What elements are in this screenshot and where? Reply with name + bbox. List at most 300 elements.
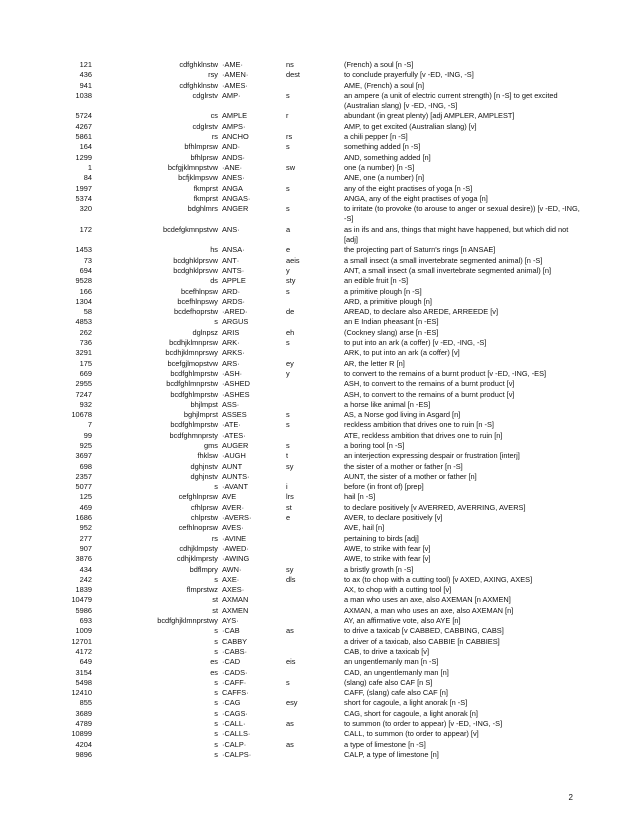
headword: AVES· [222, 523, 244, 533]
list-item [0, 122, 638, 132]
front-hook-letters: rsy [208, 70, 218, 80]
definition: AS, a Norse god living in Asgard [n] [344, 410, 461, 420]
entry-number: 4853 [75, 317, 92, 327]
definition: ARK, to put into an ark (a coffer) [v] [344, 348, 460, 358]
list-item [0, 668, 638, 678]
back-hooks: ey [286, 358, 294, 368]
entry-number: 5724 [75, 111, 92, 121]
entry-number: 694 [79, 265, 92, 275]
list-item [0, 369, 638, 379]
headword: ·CAD [222, 657, 241, 667]
entry-number: 172 [79, 224, 92, 234]
front-hook-letters: cdfghklnstw [179, 60, 218, 69]
headword: ANT· [222, 255, 240, 265]
front-hook-letters: bcdfghlmprstw [170, 368, 218, 378]
definition: to put into an ark (a coffer) [v -ED, -ING, -S] [344, 338, 487, 348]
back-hooks: s [286, 142, 290, 152]
definition: AMP, to get excited (Australian slang) [v] [344, 121, 477, 131]
headword: AUGER [222, 440, 249, 450]
definition: a driver of a taxicab, also CABBIE [n CABBIES] [344, 636, 500, 646]
definition: an ampere (a unit of electric current strength) [n -S] to get excited (Australian slang) [v -ED, -ING, -S] [344, 90, 558, 111]
front-hook-letters: s [214, 646, 218, 656]
headword: ANSA· [222, 245, 245, 255]
entry-number: 1304 [75, 296, 92, 306]
list-item [0, 153, 638, 163]
back-hooks: st [286, 502, 292, 512]
entry-number: 12410 [71, 688, 92, 698]
definition: CALP, a type of limestone [n] [344, 749, 439, 759]
definition: AME, (French) a soul [n] [344, 80, 425, 90]
entry-number: 1038 [75, 90, 92, 100]
definition: AUNT, the sister of a mother or father [n] [344, 471, 477, 481]
front-hook-letters: ds [210, 276, 218, 286]
headword: AXMEN [222, 605, 249, 615]
headword: ANES· [222, 173, 245, 183]
back-hooks: s [286, 183, 290, 193]
list-item [0, 317, 638, 327]
back-hooks: sy [286, 461, 294, 471]
definition: before (in front of) [prep] [344, 482, 424, 492]
list-item [0, 132, 638, 142]
headword: AUNTS· [222, 471, 250, 481]
back-hooks: eh [286, 327, 295, 337]
front-hook-letters: cs [210, 111, 218, 121]
list-item [0, 492, 638, 502]
front-hook-letters: fkmprst [193, 193, 218, 203]
front-hook-letters: bcdhjklmnprsw [169, 338, 218, 348]
list-item [0, 410, 638, 420]
definition: to conclude prayerfully [v -ED, -ING, -S] [344, 70, 474, 80]
back-hooks: de [286, 307, 295, 317]
entry-number: 7 [87, 420, 92, 430]
entry-number: 242 [79, 574, 92, 584]
definition: to summon (to order to appear) [v -ED, -ING, -S] [344, 719, 503, 728]
front-hook-letters: bfhlprsw [190, 152, 218, 162]
back-hooks: e [286, 513, 291, 523]
back-hooks: s [286, 440, 290, 450]
definition: ARD, a primitive plough [n] [344, 296, 432, 306]
list-item [0, 379, 638, 389]
front-hook-letters: bcefhlnpsw [181, 286, 218, 296]
front-hook-letters: es [210, 657, 218, 667]
front-hook-letters: bcfjklmpsvw [178, 173, 218, 183]
definition: AWE, to strike with fear [v] [344, 543, 431, 553]
entry-number: 1009 [75, 626, 92, 636]
front-hook-letters: cdhjklmprsty [176, 554, 218, 564]
entry-number: 4789 [75, 719, 92, 728]
front-hook-letters: bcdghklprsvw [173, 265, 218, 275]
entry-number: 3697 [75, 451, 92, 461]
front-hook-letters: dglnpsz [192, 327, 218, 337]
entry-number: 5986 [75, 605, 92, 615]
headword: AVE [222, 492, 237, 502]
headword: ARKS· [222, 348, 245, 358]
list-item [0, 441, 638, 451]
headword: ·AWED· [222, 543, 249, 553]
back-hooks: esy [286, 698, 298, 708]
entry-number: 2955 [75, 379, 92, 389]
front-hook-letters: s [214, 739, 218, 749]
definition: AND, something added [n] [344, 152, 431, 162]
entry-number: 1299 [75, 152, 92, 162]
list-item [0, 565, 638, 575]
definition: (French) a soul [n -S] [344, 60, 414, 69]
headword: ANGA [222, 183, 243, 193]
definition: a primitive plough [n -S] [344, 286, 422, 296]
list-item [0, 709, 638, 719]
definition: AX, to chop with a cutting tool [v] [344, 585, 452, 595]
definition: a chili pepper [n -S] [344, 132, 408, 142]
definition: a type of limestone [n -S] [344, 739, 426, 749]
front-hook-letters: s [214, 698, 218, 708]
back-hooks: dls [286, 574, 296, 584]
definition: to irritate (to provoke (to arouse to anger or sexual desire)) [v -ED, -ING, -S] [344, 204, 580, 224]
headword: ·CABS· [222, 646, 248, 656]
headword: ARS· [222, 358, 240, 368]
headword: ·ASH· [222, 368, 243, 378]
back-hooks: s [286, 677, 290, 687]
entry-number: 5861 [75, 132, 92, 142]
list-item [0, 740, 638, 750]
list-item [0, 729, 638, 739]
front-hook-letters: bfhlmprsw [184, 142, 218, 152]
headword: ANGER [222, 204, 249, 214]
list-item [0, 70, 638, 80]
back-hooks: y [286, 368, 290, 378]
front-hook-letters: bcdfghlmprstw [170, 420, 218, 430]
list-item [0, 297, 638, 307]
headword: APPLE [222, 276, 246, 286]
entry-number: 3154 [75, 667, 92, 677]
headword: CAFFS· [222, 688, 249, 698]
entry-number: 434 [79, 564, 92, 574]
list-item [0, 606, 638, 616]
definition: the sister of a mother or father [n -S] [344, 461, 463, 471]
back-hooks: as [286, 739, 294, 749]
entry-number: 4267 [75, 121, 92, 131]
front-hook-letters: chlprstw [190, 513, 218, 523]
list-item [0, 266, 638, 276]
headword: ·AUGH [222, 451, 246, 461]
front-hook-letters: bcdfghlmprstw [170, 389, 218, 399]
list-item [0, 678, 638, 688]
headword: ·CAGS· [222, 708, 248, 718]
headword: ·AME· [222, 60, 243, 69]
definition: CAG, short for cagoule, a light anorak [n] [344, 708, 478, 718]
headword: ASSES [222, 410, 247, 420]
entry-number: 10479 [71, 595, 92, 605]
definition: a man who uses an axe, also AXEMAN [n AXMEN] [344, 595, 511, 605]
back-hooks: aeis [286, 255, 300, 265]
front-hook-letters: bcdfghjklmnprstwy [157, 616, 218, 626]
front-hook-letters: cfhlprsw [190, 502, 218, 512]
list-item [0, 390, 638, 400]
definition: (Cockney slang) arse [n -ES] [344, 327, 439, 337]
front-hook-letters: bcdefhoprstw [174, 307, 218, 317]
list-item [0, 595, 638, 605]
definition: ASH, to convert to the remains of a burnt product [v] [344, 389, 515, 399]
entry-number: 4172 [75, 646, 92, 656]
back-hooks: rs [286, 132, 293, 142]
back-hooks: s [286, 338, 290, 348]
front-hook-letters: s [214, 626, 218, 636]
front-hook-letters: bcdefgkmnpstvw [162, 224, 218, 234]
entry-number: 736 [79, 338, 92, 348]
entry-number: 5498 [75, 677, 92, 687]
headword: ·AMES· [222, 80, 248, 90]
front-hook-letters: s [214, 636, 218, 646]
headword: ·CAFF· [222, 677, 247, 687]
entry-number: 698 [79, 461, 92, 471]
definition: abundant (in great plenty) [adj AMPLER, AMPLEST] [344, 111, 515, 121]
entry-number: 1453 [75, 245, 92, 255]
headword: AMPS· [222, 121, 246, 131]
back-hooks: s [286, 286, 290, 296]
list-item [0, 204, 638, 225]
back-hooks: lrs [286, 492, 294, 502]
list-item [0, 637, 638, 647]
list-item [0, 647, 638, 657]
front-hook-letters: cdfghklnstw [179, 80, 218, 90]
definition: CAFF, (slang) cafe also CAF [n] [344, 688, 448, 698]
entry-number: 10899 [71, 729, 92, 739]
headword: AWN· [222, 564, 242, 574]
front-hook-letters: cefhlnoprsw [178, 523, 218, 533]
entry-number: 669 [79, 368, 92, 378]
definition: a small insect (a small invertebrate segmented animal) [n -S] [344, 255, 543, 265]
definition: CAB, to drive a taxicab [v] [344, 646, 430, 656]
front-hook-letters: s [214, 482, 218, 492]
headword: ·AVINE [222, 533, 247, 543]
list-item [0, 750, 638, 760]
entry-number: 5374 [75, 193, 92, 203]
entry-number: 907 [79, 543, 92, 553]
list-item [0, 462, 638, 472]
entry-number: 58 [83, 307, 92, 317]
back-hooks: i [286, 482, 288, 492]
entry-number: 262 [79, 327, 92, 337]
list-item [0, 719, 638, 729]
headword: ·ATES· [222, 430, 246, 440]
back-hooks: as [286, 626, 294, 636]
definition: to declare positively [v AVERRED, AVERRING, AVERS] [344, 502, 526, 512]
headword: ANTS· [222, 265, 245, 275]
front-hook-letters: hs [210, 245, 218, 255]
definition: hail [n -S] [344, 492, 376, 502]
list-item [0, 163, 638, 173]
headword: ·CALPS· [222, 749, 252, 759]
headword: ·ARED· [222, 307, 248, 317]
front-hook-letters: s [214, 677, 218, 687]
list-item [0, 307, 638, 317]
back-hooks: eis [286, 657, 296, 667]
front-hook-letters: st [212, 605, 218, 615]
definition: to ax (to chop with a cutting tool) [v AXED, AXING, AXES] [344, 574, 533, 584]
definition: AREAD, to declare also AREDE, ARREEDE [v] [344, 307, 499, 317]
entry-number: 1686 [75, 513, 92, 523]
list-item [0, 194, 638, 204]
list-item [0, 657, 638, 667]
headword: AVER· [222, 502, 245, 512]
entry-number: 121 [79, 60, 92, 69]
entry-number: 1997 [75, 183, 92, 193]
list-item [0, 400, 638, 410]
headword: ·AWING [222, 554, 250, 564]
list-item [0, 173, 638, 183]
list-item [0, 554, 638, 564]
entry-number: 1 [87, 162, 92, 172]
front-hook-letters: bcefgjlmopstvw [167, 358, 218, 368]
definition: ANT, a small insect (a small invertebrate segmented animal) [n] [344, 265, 552, 275]
definition: AY, an affirmative vote, also AYE [n] [344, 616, 461, 626]
back-hooks: ns [286, 60, 294, 69]
headword: ·CALLS· [222, 729, 251, 739]
entry-number: 10678 [71, 410, 92, 420]
entry-number: 12701 [71, 636, 92, 646]
word-list [0, 60, 638, 760]
headword: ·AVERS· [222, 513, 252, 523]
list-item [0, 575, 638, 585]
front-hook-letters: s [214, 317, 218, 327]
entry-number: 7247 [75, 389, 92, 399]
list-item [0, 225, 638, 246]
definition: AXMAN, a man who uses an axe, also AXEMAN [n] [344, 605, 514, 615]
front-hook-letters: cdhjklmpsty [179, 543, 218, 553]
list-item [0, 328, 638, 338]
definition: any of the eight practises of yoga [n -S] [344, 183, 473, 193]
entry-number: 855 [79, 698, 92, 708]
list-item [0, 287, 638, 297]
headword: AXE· [222, 574, 240, 584]
list-item [0, 616, 638, 626]
front-hook-letters: bcdhjklmnprswy [165, 348, 218, 358]
back-hooks: s [286, 204, 290, 214]
list-item [0, 544, 638, 554]
entry-number: 84 [83, 173, 92, 183]
definition: ATE, reckless ambition that drives one to ruin [n] [344, 430, 503, 440]
definition: ANE, one (a number) [n] [344, 173, 425, 183]
list-item [0, 276, 638, 286]
list-item [0, 184, 638, 194]
definition: pertaining to birds [adj] [344, 533, 419, 543]
back-hooks: r [286, 111, 289, 121]
list-item [0, 451, 638, 461]
headword: ANS· [222, 224, 240, 234]
definition: to drive a taxicab [v CABBED, CABBING, CABS] [344, 626, 504, 636]
list-item [0, 482, 638, 492]
front-hook-letters: bcdfghlmnprstw [166, 379, 218, 389]
entry-number: 99 [83, 430, 92, 440]
list-item [0, 503, 638, 513]
list-item [0, 111, 638, 121]
definition: AVER, to declare positively [v] [344, 513, 443, 523]
entry-number: 941 [79, 80, 92, 90]
headword: ·ASHED [222, 379, 250, 389]
list-item [0, 338, 638, 348]
definition: an edible fruit [n -S] [344, 276, 409, 286]
definition: short for cagoule, a light anorak [n -S] [344, 698, 468, 708]
headword: AUNT [222, 461, 243, 471]
list-item [0, 534, 638, 544]
entry-number: 1839 [75, 585, 92, 595]
front-hook-letters: rs [211, 132, 218, 142]
headword: ARK· [222, 338, 240, 348]
headword: ·ATE· [222, 420, 241, 430]
list-item [0, 348, 638, 358]
front-hook-letters: s [214, 708, 218, 718]
entry-number: 175 [79, 358, 92, 368]
front-hook-letters: s [214, 574, 218, 584]
entry-number: 9896 [75, 749, 92, 759]
front-hook-letters: s [214, 749, 218, 759]
front-hook-letters: cdglrstv [192, 90, 218, 100]
front-hook-letters: flmprstwz [186, 585, 218, 595]
headword: ·CALL· [222, 719, 246, 728]
front-hook-letters: bdflmpry [189, 564, 218, 574]
entry-number: 3291 [75, 348, 92, 358]
headword: AMP· [222, 90, 241, 100]
list-item [0, 523, 638, 533]
definition: (slang) cafe also CAF [n S] [344, 677, 433, 687]
back-hooks: sy [286, 564, 294, 574]
entry-number: 4204 [75, 739, 92, 749]
back-hooks: t [286, 451, 289, 461]
back-hooks: s [286, 420, 290, 430]
front-hook-letters: bcdfghmnprsty [169, 430, 218, 440]
back-hooks: y [286, 265, 290, 275]
entry-number: 73 [83, 255, 92, 265]
definition: a boring tool [n -S] [344, 440, 405, 450]
definition: a horse like animal [n -ES] [344, 399, 431, 409]
list-item [0, 142, 638, 152]
list-item [0, 245, 638, 255]
entry-number: 952 [79, 523, 92, 533]
headword: ANDS· [222, 152, 245, 162]
entry-number: 277 [79, 533, 92, 543]
headword: ·ANE· [222, 162, 243, 172]
definition: an interjection expressing despair or frustration [interj] [344, 451, 520, 461]
headword: ANCHO [222, 132, 249, 142]
back-hooks: dest [286, 70, 300, 80]
front-hook-letters: st [212, 595, 218, 605]
front-hook-letters: es [210, 667, 218, 677]
definition: an E Indian pheasant [n -ES] [344, 317, 439, 327]
headword: ·CAB [222, 626, 240, 636]
entry-number: 320 [79, 204, 92, 214]
entry-number: 693 [79, 616, 92, 626]
front-hook-letters: fkmprst [193, 183, 218, 193]
list-item [0, 513, 638, 523]
list-item [0, 688, 638, 698]
list-item [0, 60, 638, 70]
back-hooks: sw [286, 162, 296, 172]
definition: CAD, an ungentlemanly man [n] [344, 667, 449, 677]
front-hook-letters: bghjlmprst [183, 410, 218, 420]
front-hook-letters: fhklsw [197, 451, 218, 461]
definition: reckless ambition that drives one to ruin [n -S] [344, 420, 494, 430]
entry-number: 3876 [75, 554, 92, 564]
entry-number: 125 [79, 492, 92, 502]
back-hooks: as [286, 719, 294, 728]
list-item [0, 420, 638, 430]
definition: ANGA, any of the eight practises of yoga [n] [344, 193, 488, 203]
definition: as in ifs and ans, things that might have happened, but which did not [adj] [344, 224, 569, 245]
front-hook-letters: gms [204, 440, 218, 450]
front-hook-letters: s [214, 729, 218, 739]
definition: AWE, to strike with fear [v] [344, 554, 431, 564]
list-item [0, 359, 638, 369]
entry-number: 469 [79, 502, 92, 512]
